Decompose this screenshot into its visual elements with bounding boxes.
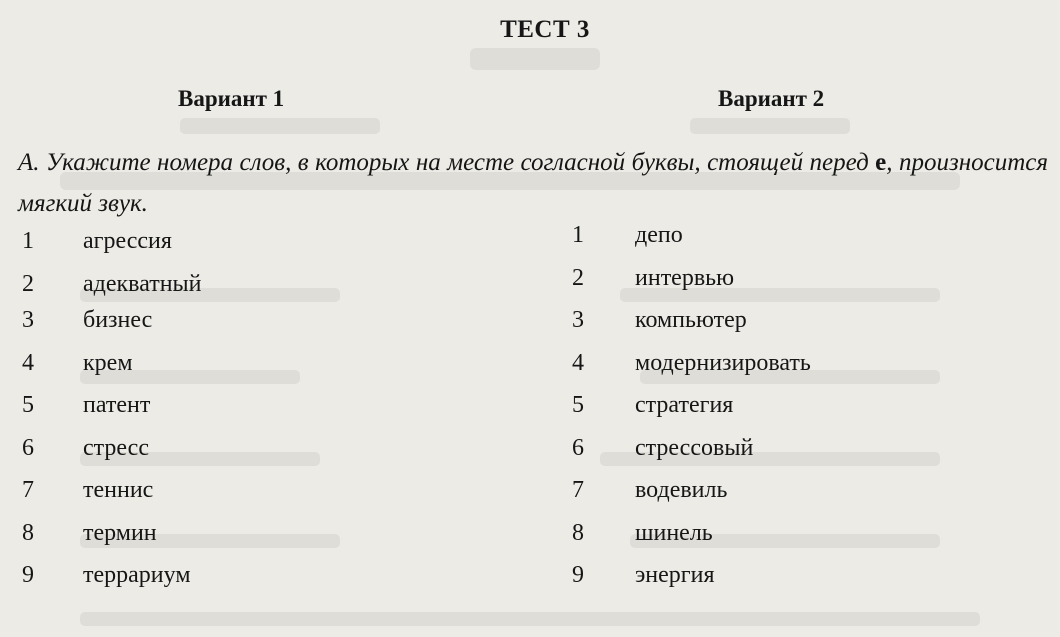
item-number: 2 bbox=[22, 270, 34, 297]
item-number: 6 bbox=[22, 434, 34, 461]
item-word: стресс bbox=[83, 434, 149, 461]
item-word: модернизировать bbox=[635, 349, 811, 376]
item-word: энергия bbox=[635, 562, 715, 588]
item-word: шинель bbox=[635, 519, 713, 546]
item-word: патент bbox=[83, 392, 151, 418]
item-number: 3 bbox=[572, 307, 584, 333]
item-word: адекватный bbox=[83, 270, 202, 297]
item-number: 7 bbox=[22, 477, 34, 503]
variant-1-title: Вариант 1 bbox=[178, 86, 285, 111]
item-word: агрессия bbox=[83, 228, 172, 254]
item-number: 9 bbox=[572, 562, 584, 588]
item-word: террариум bbox=[83, 562, 191, 588]
item-word: депо bbox=[635, 222, 683, 248]
item-number: 7 bbox=[572, 477, 584, 503]
item-word: стрессовый bbox=[635, 434, 754, 461]
item-word: водевиль bbox=[635, 477, 728, 503]
item-number: 4 bbox=[572, 349, 584, 376]
task-letter: е bbox=[875, 149, 887, 176]
item-word: стратегия bbox=[635, 392, 734, 418]
item-number: 8 bbox=[572, 519, 584, 546]
item-number: 1 bbox=[572, 222, 584, 248]
test-title: ТЕСТ 3 bbox=[500, 16, 590, 43]
item-word: бизнес bbox=[83, 307, 153, 333]
task-text-prefix: А. Укажите номера слов, в которых на месте согласной буквы, стоящей перед bbox=[18, 149, 876, 176]
item-number: 3 bbox=[22, 307, 34, 333]
item-word: компьютер bbox=[635, 307, 747, 333]
item-number: 5 bbox=[22, 392, 34, 418]
item-number: 4 bbox=[22, 349, 34, 376]
item-number: 6 bbox=[572, 434, 584, 461]
variant-2-title: Вариант 2 bbox=[718, 86, 825, 111]
item-number: 2 bbox=[572, 264, 584, 291]
item-number: 9 bbox=[22, 562, 34, 588]
item-word: крем bbox=[83, 349, 133, 376]
task-text-suffix: , произносится мягкий звук. bbox=[18, 149, 1048, 217]
task-instruction bbox=[18, 142, 1048, 224]
item-word: термин bbox=[83, 519, 157, 546]
item-number: 1 bbox=[22, 228, 34, 254]
item-number: 5 bbox=[572, 392, 584, 418]
item-number: 8 bbox=[22, 519, 34, 546]
item-word: интервью bbox=[635, 264, 735, 291]
item-word: теннис bbox=[83, 477, 154, 503]
